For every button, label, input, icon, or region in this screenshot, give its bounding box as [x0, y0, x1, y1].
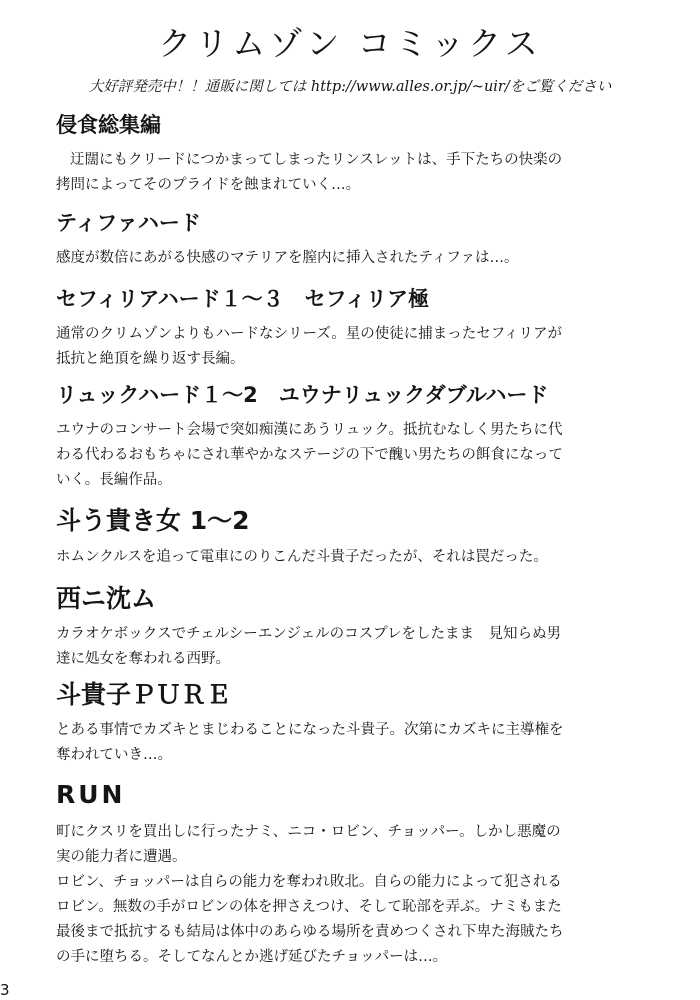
section-title-2: セフィリアハード１〜３ セフィリア極 — [56, 287, 429, 311]
section-desc-2-line-0: 通常のクリムゾンよりもハードなシリーズ。星の使徒に捕まったセフィリアが — [56, 326, 563, 342]
section-desc-7-line-2: ロビン、チョッパーは自らの能力を奪われ敗北。自らの能力によって犯される — [56, 874, 562, 890]
section-desc-7-line-1: 実の能力者に遭遇。 — [56, 849, 187, 865]
section-desc-3-line-1: わる代わるおもちゃにされ華やかなステージの下で醜い男たちの餌食になって — [56, 447, 563, 463]
section-title-0: 侵食総集編 — [56, 113, 161, 137]
section-desc-7 — [56, 820, 656, 970]
section-desc-1 — [56, 246, 656, 271]
section-desc-3-line-2: いく。長編作品。 — [56, 472, 172, 488]
section-title-6: 斗貴子ＰＵＲＥ — [56, 680, 232, 709]
section-desc-0-line-1: 拷問によってそのプライドを蝕まれていく…。 — [56, 177, 361, 193]
section-desc-6 — [56, 718, 656, 768]
section-desc-5-line-0: カラオケボックスでチェルシーエンジェルのコスプレをしたまま 見知らぬ男 — [56, 626, 562, 642]
page-subtitle: 大好評発売中！！通販に関しては http://www.alles.or.jp/~uir/をご覧ください — [88, 79, 612, 95]
section-desc-6-line-0: とある事情でカズキとまじわることになった斗貴子。次第にカズキに主導権を — [56, 722, 564, 738]
section-desc-5-line-1: 達に処女を奪われる西野。 — [56, 651, 230, 667]
section-desc-4-line-0: ホムンクルスを追って電車にのりこんだ斗貴子だったが、それは罠だった。 — [56, 549, 548, 565]
section-desc-3-line-0: ユウナのコンサート会場で突如痴漢にあうリュック。抵抗むなしく男たちに代 — [56, 422, 563, 438]
section-desc-7-line-3: ロビン。無数の手がロビンの体を押さえつけ、そして恥部を弄ぶ。ナミもまた — [56, 899, 562, 915]
section-desc-5 — [56, 622, 656, 672]
section-title-1: ティファハード — [56, 211, 201, 235]
section-title-7: RUN — [56, 780, 126, 809]
section-desc-6-line-1: 奪われていき…。 — [56, 747, 172, 763]
page-number: 3 — [0, 981, 10, 999]
section-desc-7-line-0: 町にクスリを買出しに行ったナミ、ニコ・ロビン、チョッパー。しかし悪魔の — [56, 824, 561, 840]
section-desc-2 — [56, 322, 656, 372]
section-title-3: リュックハード１〜2 ユウナリュックダブルハード — [56, 383, 549, 407]
section-desc-1-line-0: 感度が数倍にあがる快感のマテリアを膣内に挿入されたティファは…。 — [56, 250, 519, 266]
section-desc-4 — [56, 545, 656, 570]
section-desc-7-line-4: 最後まで抵抗するも結局は体中のあらゆる場所を責めつくされ下卑た海賊たち — [56, 924, 564, 940]
section-desc-0-line-0: 迂闊にもクリードにつかまってしまったリンスレットは、手下たちの快楽の — [70, 152, 563, 168]
section-desc-3 — [56, 418, 656, 493]
section-desc-2-line-1: 抵抗と絶頂を繰り返す長編。 — [56, 351, 245, 367]
page-title: クリムゾン コミックス — [158, 24, 542, 63]
section-desc-0 — [56, 148, 656, 198]
section-desc-7-line-5: の手に堕ちる。そしてなんとか逃げ延びたチョッパーは…。 — [56, 949, 448, 965]
section-title-5: 西ニ沈ム — [56, 584, 157, 613]
section-title-4: 斗う貴き女 1〜2 — [56, 506, 250, 535]
